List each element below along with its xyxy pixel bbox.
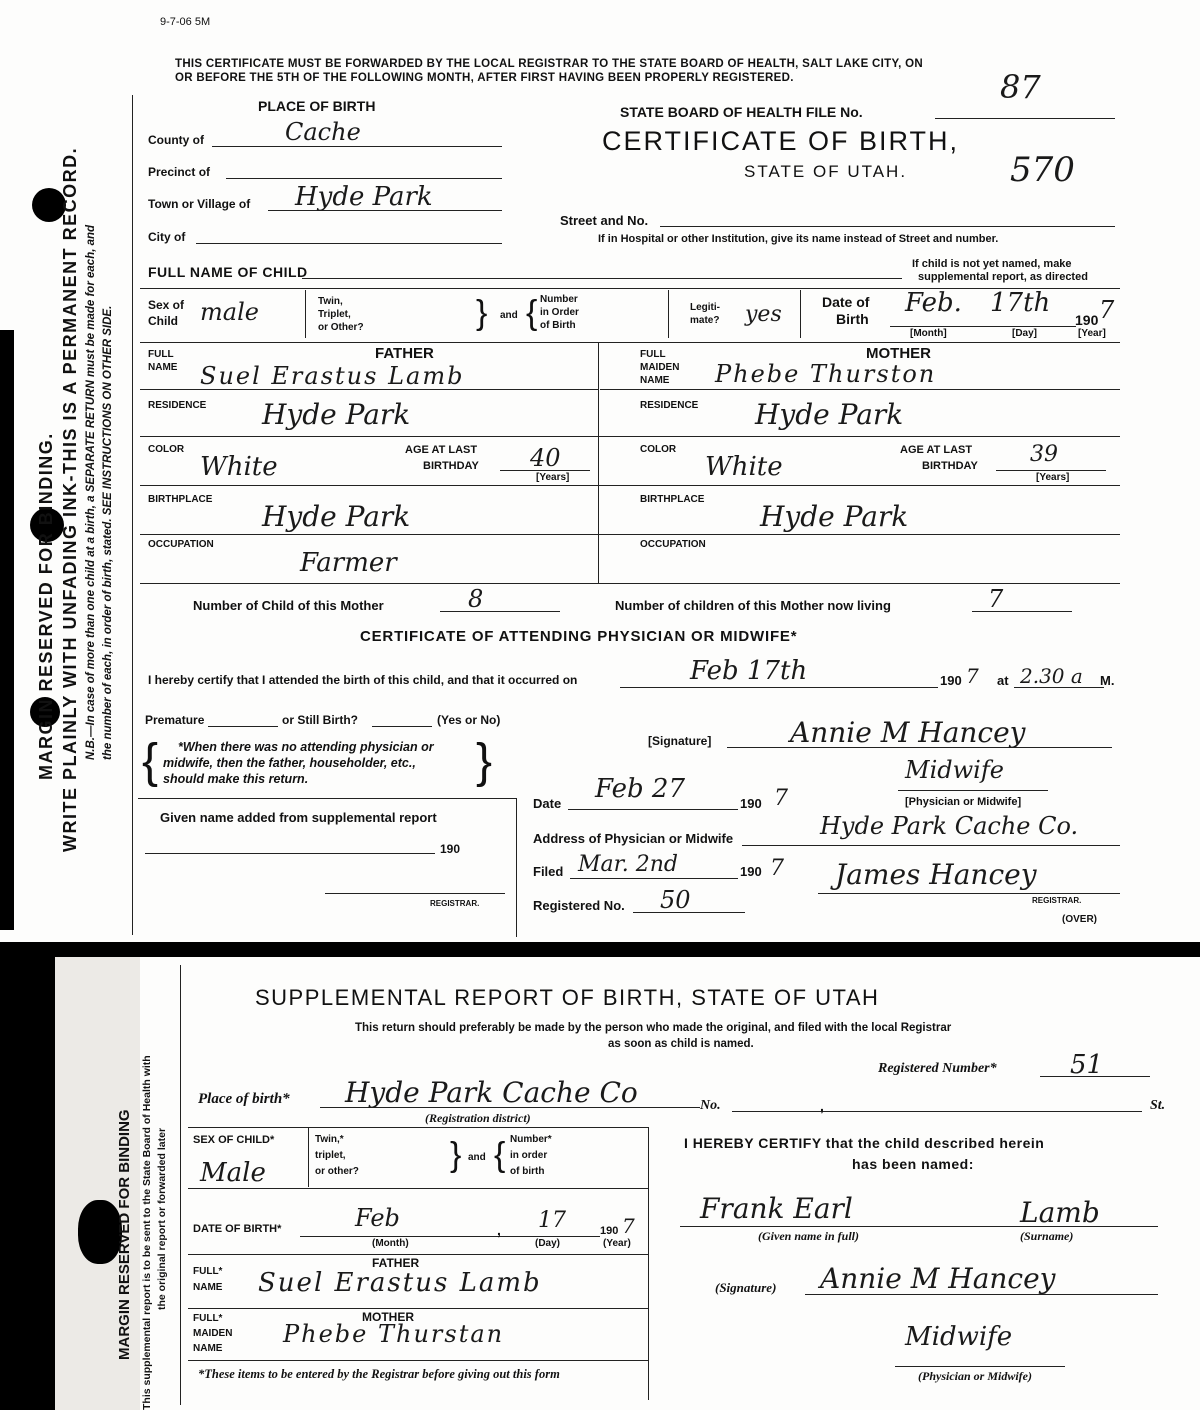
- time-value: 2.30 a: [1020, 664, 1083, 688]
- day-caption: [Day]: [1012, 328, 1038, 339]
- supplement-title-text: SUPPLEMENTAL REPORT OF BIRTH,: [255, 985, 684, 1010]
- town-value: Hyde Park: [295, 182, 433, 212]
- and-label: and: [500, 310, 518, 321]
- given-name-caption: (Given name in full): [758, 1229, 859, 1243]
- supplement-certify-1: I HEREBY CERTIFY that the child described herein: [684, 1135, 1045, 1151]
- filed-year: 7: [770, 856, 784, 881]
- certify-text: I hereby certify that I attended the birth of this child, and that it occurred on: [148, 673, 578, 687]
- premature-label: Premature: [145, 713, 205, 727]
- supplement-instruction-2: as soon as child is named.: [608, 1038, 754, 1050]
- supplement-father-full-label: FULL*: [193, 1266, 223, 1277]
- legitimate-value: yes: [745, 302, 782, 327]
- father-occupation-value: Farmer: [300, 548, 397, 578]
- brace: {: [494, 1136, 506, 1174]
- place-of-birth-label: Place of birth*: [198, 1091, 290, 1107]
- margin-text-nb-2: the number of each, in order of birth, stated. SEE INSTRUCTIONS ON OTHER SIDE.: [102, 305, 114, 760]
- father-full-label: FULL: [148, 349, 174, 360]
- print-code: 9-7-06 5M: [160, 16, 211, 28]
- precinct-label: Precinct of: [148, 165, 211, 179]
- number-label: Number: [540, 294, 578, 305]
- comma: ,: [497, 1222, 501, 1238]
- address-value: Hyde Park Cache Co.: [820, 812, 1079, 840]
- file-number-handwritten: 87: [1000, 68, 1041, 106]
- margin-rule: [180, 965, 181, 1405]
- supplement-year-caption: (Year): [603, 1238, 631, 1249]
- dob-day: 17th: [990, 288, 1051, 318]
- father-residence-value: Hyde Park: [262, 398, 411, 431]
- registrar-caption-left: REGISTRAR.: [430, 899, 480, 908]
- occurred-year-prefix: 190: [940, 673, 962, 688]
- supplement-father-name-label: NAME: [193, 1282, 223, 1293]
- supplement-or-other-label: or other?: [315, 1166, 359, 1177]
- supplement-signature-label: (Signature): [715, 1280, 777, 1295]
- supplement-mother-name-label: NAME: [193, 1343, 223, 1354]
- supplement-father-name-value: Suel Erastus Lamb: [258, 1268, 542, 1298]
- brace: }: [476, 735, 493, 788]
- supplement-dob-month: Feb: [355, 1204, 400, 1232]
- registered-number-label: Registered Number*: [878, 1061, 997, 1076]
- supplement-dob-year: 7: [622, 1214, 635, 1238]
- father-residence-label: RESIDENCE: [148, 400, 207, 411]
- mother-residence-value: Hyde Park: [755, 398, 904, 431]
- father-birthplace-label: BIRTHPLACE: [148, 494, 213, 505]
- registered-number-value: 51: [1070, 1050, 1104, 1080]
- occurred-year: 7: [966, 664, 979, 688]
- mother-full-label: FULL: [640, 349, 666, 360]
- twin-label: Twin,: [318, 296, 343, 307]
- number-abbrev: No.: [700, 1098, 721, 1113]
- physician-or-midwife-caption: [Physician or Midwife]: [905, 796, 1022, 808]
- registrar-caption-right: REGISTRAR.: [1032, 896, 1082, 905]
- in-order-label: in Order: [540, 307, 579, 318]
- town-label: Town or Village of: [148, 197, 251, 211]
- filed-label: Filed: [533, 864, 564, 879]
- mother-years-caption: [Years]: [1036, 472, 1070, 483]
- brace: {: [526, 294, 538, 332]
- supplement-father-heading: FATHER: [372, 1256, 420, 1270]
- dob-year-prefix: 190: [1075, 312, 1099, 328]
- physician-title: Midwife: [905, 756, 1004, 784]
- full-name-child-label: FULL NAME OF CHILD: [148, 264, 308, 280]
- mother-name-value: Phebe Thurston: [715, 360, 937, 388]
- dob-year-suffix: 7: [1099, 296, 1115, 324]
- father-name-value: Suel Erastus Lamb: [200, 362, 465, 390]
- mother-birthday-label: BIRTHDAY: [922, 460, 978, 472]
- filed-value: Mar. 2nd: [578, 852, 678, 877]
- date-value: Feb 27: [595, 774, 685, 804]
- supplement-mother-full-label: FULL*: [193, 1313, 223, 1324]
- no-physician-note-1: *When there was no attending physician or: [178, 740, 434, 754]
- mother-name-label: NAME: [640, 375, 670, 386]
- county-value: Cache: [285, 118, 361, 146]
- year-caption: [Year]: [1078, 328, 1106, 339]
- supplement-dob-year-prefix: 190: [600, 1225, 619, 1237]
- supplement-margin-binding: MARGIN RESERVED FOR BINDING: [116, 1109, 133, 1360]
- supplement-mother-heading: MOTHER: [362, 1310, 414, 1324]
- date-label: Date: [533, 796, 562, 811]
- margin-text-nb-1: N.B.—In case of more than one child at a birth, a SEPARATE RETURN must be made for each, and: [85, 224, 97, 760]
- at-label: at: [997, 673, 1009, 688]
- surname-caption: (Surname): [1020, 1229, 1074, 1243]
- dob-month: Feb.: [905, 288, 962, 318]
- margin-text-permanent-record: WRITE PLAINLY WITH UNFADING INK-THIS IS A PERMANENT RECORD.: [60, 146, 80, 852]
- no-physician-note-2: midwife, then the father, householder, etc.,: [163, 756, 416, 770]
- over-label: (OVER): [1062, 914, 1097, 925]
- supplement-mother-maiden-label: MAIDEN: [193, 1328, 233, 1339]
- county-label: County of: [148, 133, 204, 147]
- child-surname: Lamb: [1020, 1196, 1100, 1229]
- supplement-state: STATE OF UTAH: [691, 985, 880, 1010]
- mother-heading: MOTHER: [866, 345, 931, 362]
- board-file-label: STATE BOARD OF HEALTH FILE No.: [620, 104, 863, 120]
- margin-text-binding: MARGIN RESERVED FOR BINDING.: [36, 432, 56, 780]
- given-name-year: 190: [440, 842, 461, 856]
- still-birth-label: or Still Birth?: [282, 713, 358, 727]
- supplement-day-caption: (Day): [535, 1238, 561, 1249]
- supplement-certify-2: has been named:: [852, 1156, 974, 1172]
- state-of-utah: STATE OF UTAH.: [744, 162, 908, 181]
- margin-rule: [132, 95, 133, 935]
- supplement-dob-label: DATE OF BIRTH*: [193, 1223, 282, 1235]
- of-birth-label: of Birth: [540, 320, 576, 331]
- m-suffix: M.: [1100, 673, 1115, 688]
- certificate-number-handwritten: 570: [1010, 150, 1075, 190]
- month-caption: [Month]: [910, 328, 947, 339]
- filed-year-prefix: 190: [740, 864, 762, 879]
- hospital-note: If in Hospital or other Institution, give its name instead of Street and number.: [598, 233, 999, 245]
- not-named-note-1: If child is not yet named, make: [912, 258, 1072, 270]
- signature-label: [Signature]: [648, 734, 712, 748]
- supplement-of-birth-label: of birth: [510, 1166, 545, 1177]
- registered-no-label: Registered No.: [533, 898, 625, 913]
- mother-color-value: White: [705, 452, 783, 482]
- father-occupation-label: OCCUPATION: [148, 539, 214, 550]
- supplement-instruction-1: This return should preferably be made by the person who made the original, and filed with the local Registrar: [355, 1022, 952, 1034]
- place-of-birth-heading: PLACE OF BIRTH: [258, 98, 376, 114]
- mother-birthplace-label: BIRTHPLACE: [640, 494, 705, 505]
- supplement-in-order-label: in order: [510, 1150, 548, 1161]
- mother-occupation-label: OCCUPATION: [640, 539, 706, 550]
- registration-district-caption: (Registration district): [425, 1111, 531, 1125]
- child-label: Child: [148, 314, 178, 328]
- street-label: Street and No.: [560, 213, 649, 228]
- father-age-value: 40: [530, 444, 561, 472]
- supplement-sex-value: Male: [200, 1158, 266, 1188]
- physician-heading: CERTIFICATE OF ATTENDING PHYSICIAN OR MIDWIFE*: [360, 628, 798, 645]
- address-label: Address of Physician or Midwife: [533, 831, 734, 846]
- child-given-name: Frank Earl: [700, 1192, 853, 1225]
- date-year-prefix: 190: [740, 796, 762, 811]
- legitimate-label-2: mate?: [690, 315, 720, 326]
- no-physician-note-3: should make this return.: [163, 772, 309, 786]
- father-years-caption: [Years]: [536, 472, 570, 483]
- legitimate-label: Legiti-: [690, 302, 720, 313]
- mother-age-label: AGE AT LAST: [900, 444, 973, 456]
- supplement-month-caption: (Month): [372, 1238, 409, 1249]
- supplement-number-label: Number*: [510, 1134, 552, 1145]
- brace: }: [450, 1136, 462, 1174]
- certificate-title: CERTIFICATE OF BIRTH,: [602, 126, 960, 156]
- header-line-2: OR BEFORE THE 5TH OF THE FOLLOWING MONTH, AFTER FIRST HAVING BEEN PROPERLY REGISTERED.: [175, 72, 794, 84]
- yes-no-label: (Yes or No): [437, 713, 501, 727]
- torn-edge: [0, 330, 14, 930]
- supplement-margin-note-1: This supplemental report is to be sent to the State Board of Health with: [141, 1055, 153, 1410]
- comma: ,: [820, 1098, 824, 1114]
- not-named-note-2: supplemental report, as directed: [918, 271, 1088, 283]
- brace: {: [142, 735, 159, 788]
- occurred-date: Feb 17th: [690, 656, 808, 686]
- father-heading: FATHER: [375, 345, 434, 362]
- father-color-value: White: [200, 452, 278, 482]
- supplement-title: [255, 985, 879, 1011]
- date-of-label: Date of: [822, 294, 870, 310]
- street-abbrev: St.: [1150, 1098, 1166, 1113]
- date-year: 7: [774, 786, 788, 811]
- number-of-child-value: 8: [468, 585, 484, 613]
- supplement-dob-day: 17: [538, 1208, 566, 1233]
- brace: }: [476, 294, 488, 332]
- registrar-signature: James Hancey: [835, 858, 1037, 891]
- mother-color-label: COLOR: [640, 444, 677, 455]
- father-name-label: NAME: [148, 362, 178, 373]
- place-of-birth-value: Hyde Park Cache Co: [345, 1076, 638, 1109]
- registered-no-value: 50: [660, 886, 691, 914]
- father-birthplace-value: Hyde Park: [262, 500, 411, 533]
- father-color-label: COLOR: [148, 444, 185, 455]
- supplement-and-label: and: [468, 1152, 486, 1163]
- given-name-added-label: Given name added from supplemental report: [160, 810, 437, 825]
- physician-signature: Annie M Hancey: [790, 716, 1026, 749]
- supplement-midwife-title: Midwife: [905, 1322, 1013, 1352]
- mother-residence-label: RESIDENCE: [640, 400, 699, 411]
- sex-label: Sex of: [148, 298, 185, 312]
- supplement-twin-label: Twin,*: [315, 1134, 344, 1145]
- supplement-sex-label: SEX OF CHILD*: [193, 1134, 275, 1146]
- number-of-child-label: Number of Child of this Mother: [193, 598, 384, 613]
- father-birthday-label: BIRTHDAY: [423, 460, 479, 472]
- header-line-1: THIS CERTIFICATE MUST BE FORWARDED BY THE LOCAL REGISTRAR TO THE STATE BOARD OF HEALTH, SALT LAKE CITY, ON: [175, 58, 923, 70]
- or-other-label: or Other?: [318, 322, 364, 333]
- children-living-label: Number of children of this Mother now living: [615, 598, 891, 613]
- supplement-signature: Annie M Hancey: [820, 1262, 1056, 1295]
- supplement-footnote: *These items to be entered by the Registrar before giving out this form: [198, 1367, 560, 1381]
- triplet-label: Triplet,: [318, 309, 351, 320]
- supplement-physician-caption: (Physician or Midwife): [918, 1369, 1032, 1383]
- supplement-margin-note-2: the original report or forwarded later: [156, 1127, 168, 1310]
- mother-birthplace-value: Hyde Park: [760, 500, 909, 533]
- mother-age-value: 39: [1030, 442, 1058, 467]
- birth-label: Birth: [836, 311, 869, 327]
- supplement-mother-name-value: Phebe Thurstan: [283, 1320, 505, 1348]
- city-label: City of: [148, 230, 186, 244]
- mother-maiden-label: MAIDEN: [640, 362, 680, 373]
- supplement-triplet-label: triplet,: [315, 1150, 346, 1161]
- sex-value: male: [200, 298, 259, 326]
- children-living-value: 7: [988, 585, 1004, 613]
- father-age-label: AGE AT LAST: [405, 444, 478, 456]
